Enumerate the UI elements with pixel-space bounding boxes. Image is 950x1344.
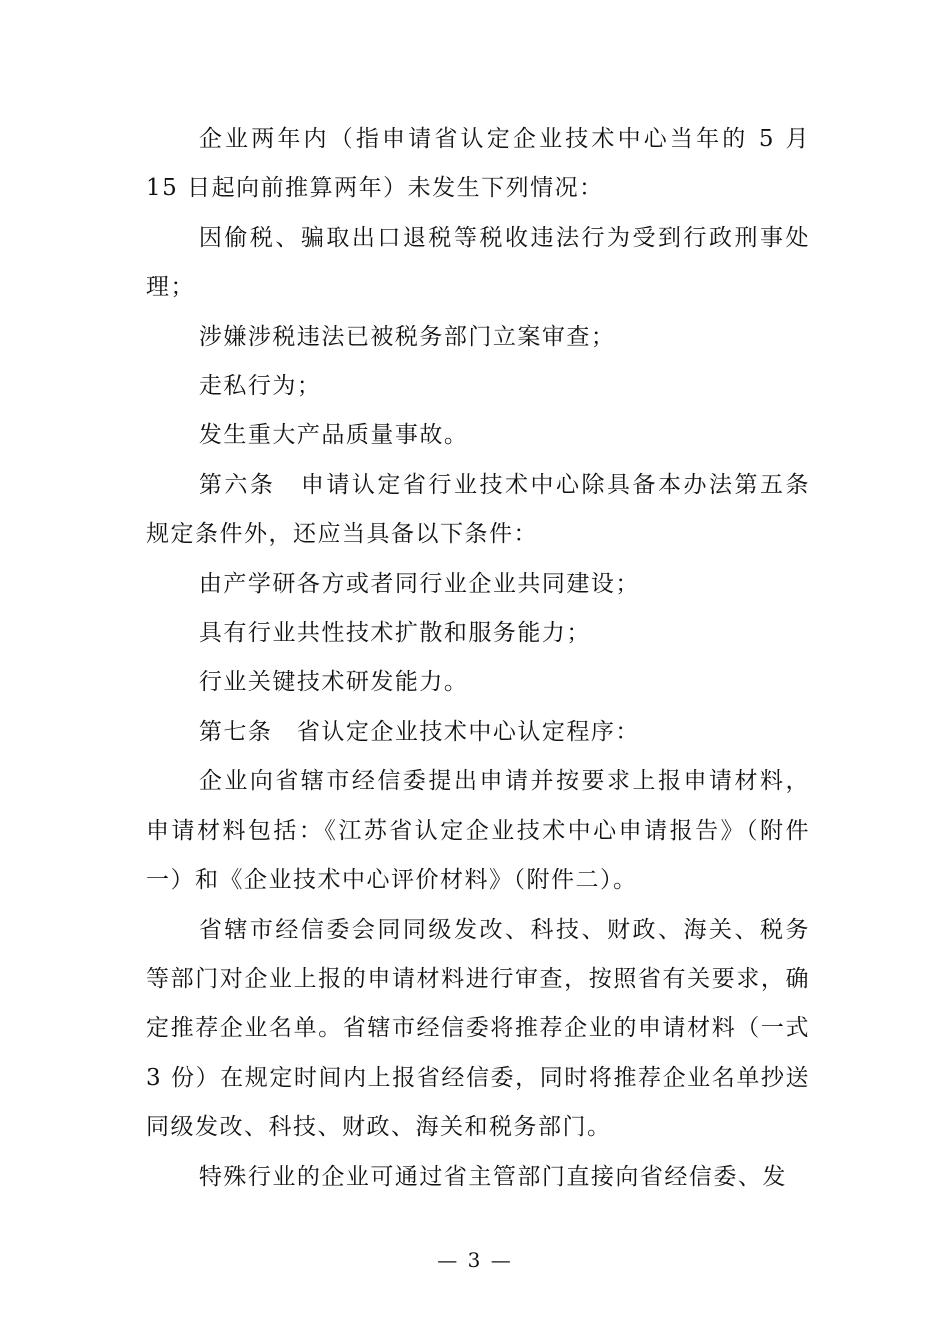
- paragraph-application-materials: 企业向省辖市经信委提出申请并按要求上报申请材料，申请材料包括：《江苏省认定企业技术中心申请报告》（附件一）和《企业技术中心评价材料》（附件二）。: [146, 768, 810, 894]
- paragraph-key-technology: 行业关键技术研发能力。: [198, 669, 469, 696]
- paragraph-article-7: 第七条 省认定企业技术中心认定程序：: [198, 718, 640, 745]
- paragraph-conditions-intro: 企业两年内（指申请省认定企业技术中心当年的 5 月 15 日起向前推算两年）未发生下列情况：: [146, 126, 810, 202]
- paragraph-smuggling: 走私行为；: [198, 373, 322, 400]
- paragraph-joint-construction: 由产学研各方或者同行业企业共同建设；: [198, 570, 640, 597]
- paragraph-diffusion-capability: 具有行业共性技术扩散和服务能力；: [198, 620, 591, 647]
- paragraph-tax-investigation: 涉嫌涉税违法已被税务部门立案审查；: [198, 323, 616, 350]
- paragraph-tax-evasion: 因偷税、骗取出口退税等税收违法行为受到行政刑事处理；: [146, 224, 810, 301]
- page-number: — 3 —: [437, 1248, 513, 1272]
- paragraph-special-industries: 特殊行业的企业可通过省主管部门直接向省经信委、发: [198, 1163, 787, 1190]
- body-text: [146, 115, 810, 1202]
- paragraph-quality-accident: 发生重大产品质量事故。: [198, 422, 469, 449]
- paragraph-review-process: 省辖市经信委会同同级发改、科技、财政、海关、税务等部门对企业上报的申请材料进行审查，按照省有关要求，确定推荐企业名单。省辖市经信委将推荐企业的申请材料（一式 3 份）在规定时间内上报省经信委，同时将推荐企业名单抄送同级发改、科技、财政、海关和税务部门。: [146, 916, 810, 1141]
- paragraph-article-6: 第六条 申请认定省行业技术中心除具备本办法第五条规定条件外，还应当具备以下条件：: [146, 471, 810, 548]
